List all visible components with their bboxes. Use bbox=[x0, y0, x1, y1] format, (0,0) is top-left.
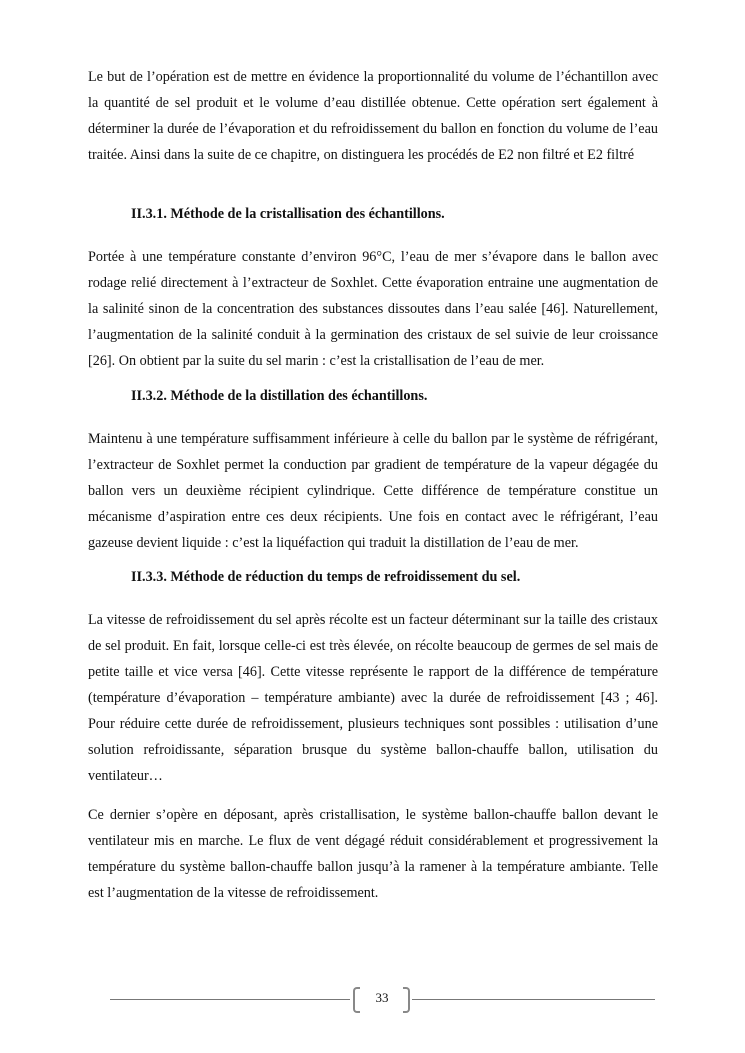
bracket-right bbox=[403, 987, 410, 1013]
section-heading-distillation: II.3.2. Méthode de la distillation des échantillons. bbox=[131, 388, 428, 404]
footer-rule-left bbox=[110, 999, 350, 1000]
ventilateur-paragraph: Ce dernier s’opère en déposant, après cristallisation, le système ballon-chauffe ballon devant le ventilateur mis en marche. Le flux de vent dégagé réduit considérablement et progressivement la température du système ballon-chauffe ballon jusqu’à la ramener à la température ambiante. Telle est l’augmentation de la vitesse de refroidissement. bbox=[88, 807, 658, 901]
cristallisation-paragraph: Portée à une température constante d’environ 96°C, l’eau de mer s’évapore dans le ballon avec rodage relié directement à l’extracteur de Soxhlet. Cette évaporation entraine une augmentation de la salinité sinon de la concentration des substances dissoutes dans l’eau salée [46]. Naturellement, l’augmentation de la salinité conduit à la germination des cristaux de sel suivie de leur croissance [26]. On obtient par la suite du sel marin : c’est la cristallisation de l’eau de mer. bbox=[88, 249, 658, 369]
distillation-paragraph: Maintenu à une température suffisamment inférieure à celle du ballon par le système de réfrigérant, l’extracteur de Soxhlet permet la conduction par gradient de température de la vapeur dégagée du ballon vers un deuxième récipient cylindrique. Cette différence de température constitue un mécanisme d’aspiration entre ces deux récipients. Une fois en contact avec le réfrigérant, l’eau gazeuse devient liquide : c’est la liquéfaction qui traduit la distillation de l’eau de mer. bbox=[88, 431, 658, 551]
page-footer bbox=[110, 985, 655, 1015]
section-heading-refroidissement: II.3.3. Méthode de réduction du temps de refroidissement du sel. bbox=[131, 569, 521, 585]
refroidissement-paragraph: La vitesse de refroidissement du sel après récolte est un facteur déterminant sur la taille des cristaux de sel produit. En fait, lorsque celle-ci est très élevée, on récolte beaucoup de germes de sel mais de petite taille et vice versa [46]. Cette vitesse représente le rapport de la différence de température (température d’évaporation – température ambiante) avec la durée de refroidissement [43 ; 46]. Pour réduire cette durée de refroidissement, plusieurs techniques sont possibles : utilisation d’une solution refroidissante, séparation brusque du système ballon-chauffe ballon, utilisation du ventilateur… bbox=[88, 612, 658, 784]
footer-rule-right bbox=[412, 999, 655, 1000]
section-heading-cristallisation: II.3.1. Méthode de la cristallisation des échantillons. bbox=[131, 206, 445, 222]
page-number: 33 bbox=[375, 990, 389, 1005]
intro-paragraph: Le but de l’opération est de mettre en évidence la proportionnalité du volume de l’échantillon avec la quantité de sel produit et le volume d’eau distillée obtenue. Cette opération sert également à déterminer la durée de l’évaporation et du refroidissement du ballon en fonction du volume de l’eau traitée. Ainsi dans la suite de ce chapitre, on distinguera les procédés de E2 non filtré et E2 filtré bbox=[88, 69, 658, 163]
bracket-left bbox=[353, 987, 360, 1013]
